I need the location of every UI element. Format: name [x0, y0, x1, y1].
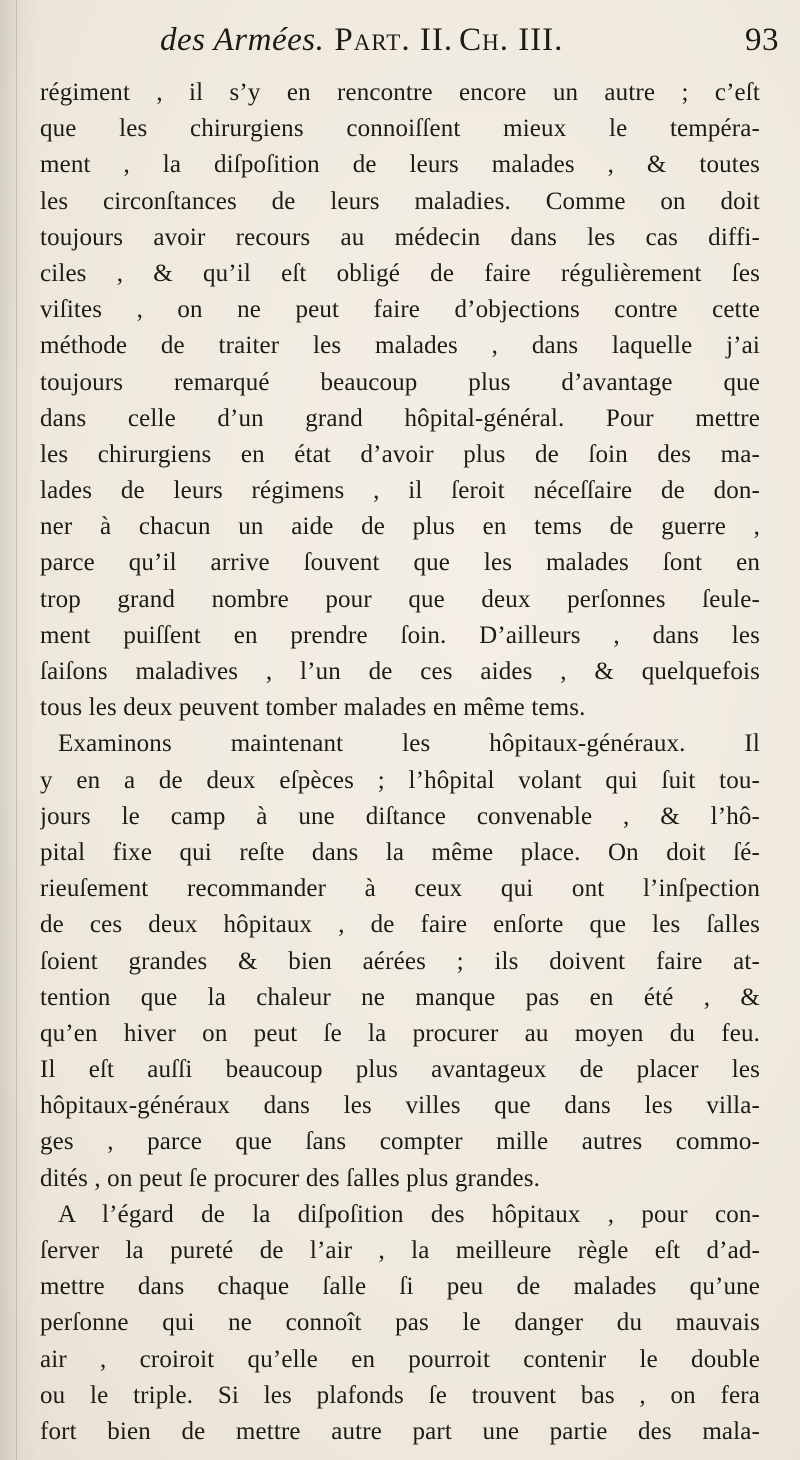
text-line: tous les deux peuvent tomber malades en même tems. — [40, 694, 586, 722]
text-line: lades de leurs régimens , il ſeroit néceſſaire de don- — [40, 477, 760, 505]
binding-edge — [16, 0, 17, 1460]
text-line: méthode de traiter les malades , dans laquelle j’ai — [40, 332, 760, 360]
text-line: viſites , on ne peut faire d’objections contre cette — [40, 296, 760, 324]
text-line: régiment , il s’y en rencontre encore un autre ; c’eſt — [40, 79, 760, 106]
text-line: fort bien de mettre autre part une partie des mala- — [40, 1417, 760, 1445]
text-line: les circonſtances de leurs maladies. Comme on doit — [40, 187, 760, 215]
text-line: jours le camp à une diſtance convenable , & l’hô- — [40, 802, 760, 830]
text-line: mettre dans chaque ſalle ſi peu de malades qu’une — [40, 1273, 760, 1301]
text-line: dans celle d’un grand hôpital-général. Pour mettre — [40, 404, 760, 432]
text-line: ſoient grandes & bien aérées ; ils doivent faire at- — [40, 947, 760, 975]
text-line: pital fixe qui reſte dans la même place. On doit ſé- — [40, 838, 760, 866]
chapter-label: Ch. III. — [459, 22, 564, 58]
text-line: ner à chacun un aide de plus en tems de guerre , — [40, 513, 760, 541]
text-line: perſonne qui ne connoît pas le danger du mauvais — [40, 1309, 760, 1337]
text-line: Il eſt auſſi beaucoup plus avantageux de placer les — [40, 1056, 760, 1084]
text-line: ges , parce que ſans compter mille autres commo- — [40, 1128, 760, 1156]
running-header — [160, 14, 779, 66]
page-number: 93 — [745, 22, 779, 58]
text-line: air , croiroit qu’elle en pourroit contenir le double — [40, 1345, 760, 1373]
text-line: y en a de deux eſpèces ; l’hôpital volant qui ſuit tou- — [40, 766, 760, 794]
text-line: trop grand nombre pour que deux perſonnes ſeule- — [40, 585, 760, 613]
text-line: ſerver la pureté de l’air , la meilleure règle eſt d’ad- — [40, 1237, 760, 1264]
paragraph-start-line: A l’égard de la diſpoſition des hôpitaux , pour con- — [58, 1200, 760, 1228]
text-line: que les chirurgiens connoiſſent mieux le tempéra- — [40, 115, 760, 143]
text-line: hôpitaux-généraux dans les villes que dans les villa- — [40, 1092, 760, 1120]
text-line: parce qu’il arrive ſouvent que les malades ſont en — [40, 549, 760, 577]
text-line: les chirurgiens en état d’avoir plus de ſoin des ma- — [40, 440, 760, 468]
text-line: qu’en hiver on peut ſe la procurer au moyen du feu. — [40, 1019, 760, 1047]
text-line: dités , on peut ſe procurer des ſalles plus grandes. — [40, 1164, 541, 1192]
text-line: rieuſement recommander à ceux qui ont l’inſpection — [40, 875, 760, 903]
text-line: ciles , & qu’il eſt obligé de faire régulièrement ſes — [40, 259, 760, 287]
body-text — [40, 75, 760, 1450]
text-line: ment puiſſent en prendre ſoin. D’ailleurs , dans les — [40, 621, 760, 649]
text-line: ou le triple. Si les plafonds ſe trouvent bas , on fera — [40, 1381, 760, 1409]
text-line: tention que la chaleur ne manque pas en été , & — [40, 983, 760, 1011]
text-line: ment , la diſpoſition de leurs malades , & toutes — [40, 151, 760, 179]
paragraph-start-line: Examinons maintenant les hôpitaux-généraux. Il — [58, 730, 760, 758]
text-line: toujours avoir recours au médecin dans les cas diffi- — [40, 223, 760, 251]
running-title: des Armées. — [160, 22, 325, 58]
text-line: toujours remarqué beaucoup plus d’avantage que — [40, 368, 760, 396]
text-line: de ces deux hôpitaux , de faire enſorte que les ſalles — [40, 911, 760, 939]
part-label: Part. II. — [334, 22, 454, 58]
text-line: ſaiſons maladives , l’un de ces aides , & quelquefois — [40, 658, 760, 685]
